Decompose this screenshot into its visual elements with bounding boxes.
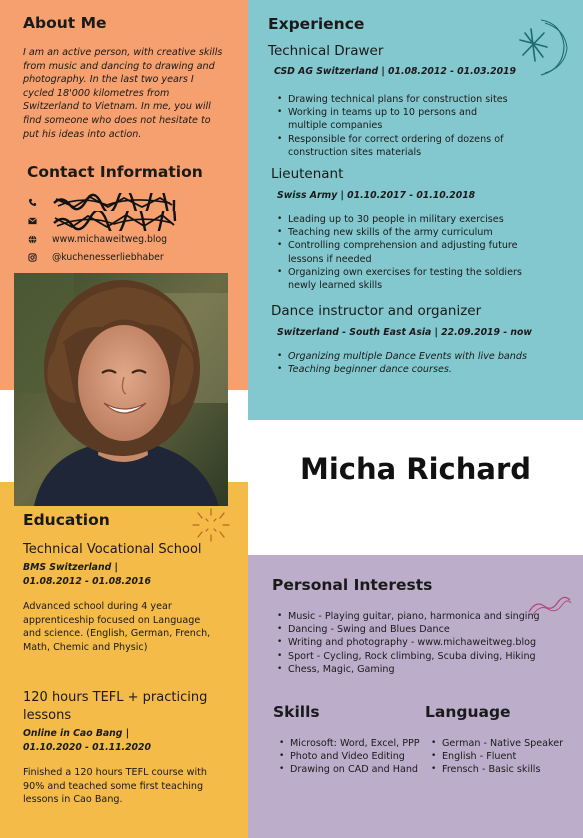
edu-title-2: 120 hours TEFL + practicing lessons [23, 690, 208, 723]
redacted-scribble [52, 193, 177, 211]
education-heading: Education [23, 511, 110, 529]
list-item: • Frensch - Basic skills [428, 763, 578, 776]
list-item: • Responsible for correct ordering of dozens of construction sites materials [274, 133, 514, 159]
edu-text-1: Advanced school during 4 year apprenticeship focused on Language and science. (English, German, French, Math, Chemic and Physic) [23, 601, 211, 653]
page-title: Micha Richard [299, 452, 532, 486]
edu-title-1: Technical Vocational School [23, 542, 202, 557]
language-heading: Language [425, 703, 511, 721]
instagram-link[interactable]: @kuchenesserliebhaber [52, 251, 164, 263]
list-item: • Dancing - Swing and Blues Dance [274, 623, 574, 636]
language-list [428, 737, 578, 777]
list-item: • German - Native Speaker [428, 737, 578, 750]
edu-meta-2b: 01.10.2020 - 01.11.2020 [23, 742, 151, 753]
profile-photo [14, 273, 228, 506]
interests-list [274, 610, 574, 676]
list-item: • Chess, Magic, Gaming [274, 663, 574, 676]
list-item: • English - Fluent [428, 750, 578, 763]
email-icon [26, 215, 38, 227]
list-item: • Sport - Cycling, Rock climbing, Scuba diving, Hiking [274, 650, 574, 663]
job-meta-1: CSD AG Switzerland | 01.08.2012 - 01.03.2019 [274, 66, 516, 77]
star-doodle-icon [517, 15, 573, 83]
list-item: • Working in teams up to 10 persons and multiple companies [274, 106, 514, 132]
contact-heading: Contact Information [27, 163, 203, 181]
edu-text-2: Finished a 120 hours TEFL course with 90% and teached some first teaching lessons in Cao Bang. [23, 767, 207, 806]
job-meta-2: Swiss Army | 01.10.2017 - 01.10.2018 [277, 190, 476, 201]
job-title-1: Technical Drawer [268, 43, 384, 59]
list-item: • Organizing own exercises for testing the soldiers newly learned skills [274, 266, 539, 292]
edu-meta-1b: 01.08.2012 - 01.08.2016 [23, 576, 151, 587]
edu-meta-2a: Online in Cao Bang | [23, 728, 130, 739]
experience-heading: Experience [268, 15, 365, 33]
list-item: • Drawing technical plans for construction sites [274, 93, 514, 106]
interests-heading: Personal Interests [272, 576, 433, 594]
list-item: • Photo and Video Editing [276, 750, 426, 763]
website-link[interactable]: www.michaweitweg.blog [52, 233, 168, 245]
list-item: • Organizing multiple Dance Events with live bands [274, 350, 564, 363]
list-item: • Music - Playing guitar, piano, harmonica and singing [274, 610, 574, 623]
job-bullets-1 [274, 93, 514, 159]
skills-list [276, 737, 426, 777]
job-bullets-2 [274, 213, 539, 292]
instagram-icon [26, 251, 38, 263]
contact-phone-row [26, 193, 177, 211]
list-item: • Drawing on CAD and Hand [276, 763, 426, 776]
job-meta-3: Switzerland - South East Asia | 22.09.2019 - now [277, 327, 532, 338]
list-item: • Teaching new skills of the army curriculum [274, 226, 539, 239]
list-item: • Writing and photography - www.michaweitweg.blog [274, 636, 574, 649]
about-text: I am an active person, with creative skills from music and dancing to drawing and photography. In the last two years I cycled 18'000 kilometres from Switzerland to Vietnam. In me, you will find someone who does not hesitate to put his ideas into action. [23, 47, 223, 140]
job-bullets-3 [274, 350, 564, 376]
contact-web-row [26, 233, 167, 245]
job-title-3: Dance instructor and organizer [271, 303, 482, 319]
edu-meta-1a: BMS Switzerland | [23, 562, 118, 573]
contact-email-row [26, 211, 177, 231]
job-title-2: Lieutenant [271, 166, 344, 182]
redacted-scribble [52, 211, 177, 231]
globe-icon [26, 233, 38, 245]
skills-heading: Skills [273, 703, 320, 721]
list-item: • Teaching beginner dance courses. [274, 363, 564, 376]
about-heading: About Me [23, 14, 107, 32]
list-item: • Leading up to 30 people in military exercises [274, 213, 539, 226]
contact-instagram-row [26, 251, 164, 263]
phone-icon [26, 196, 38, 208]
list-item: • Controlling comprehension and adjusting future lessons if needed [274, 239, 539, 265]
list-item: • Microsoft: Word, Excel, PPP [276, 737, 426, 750]
